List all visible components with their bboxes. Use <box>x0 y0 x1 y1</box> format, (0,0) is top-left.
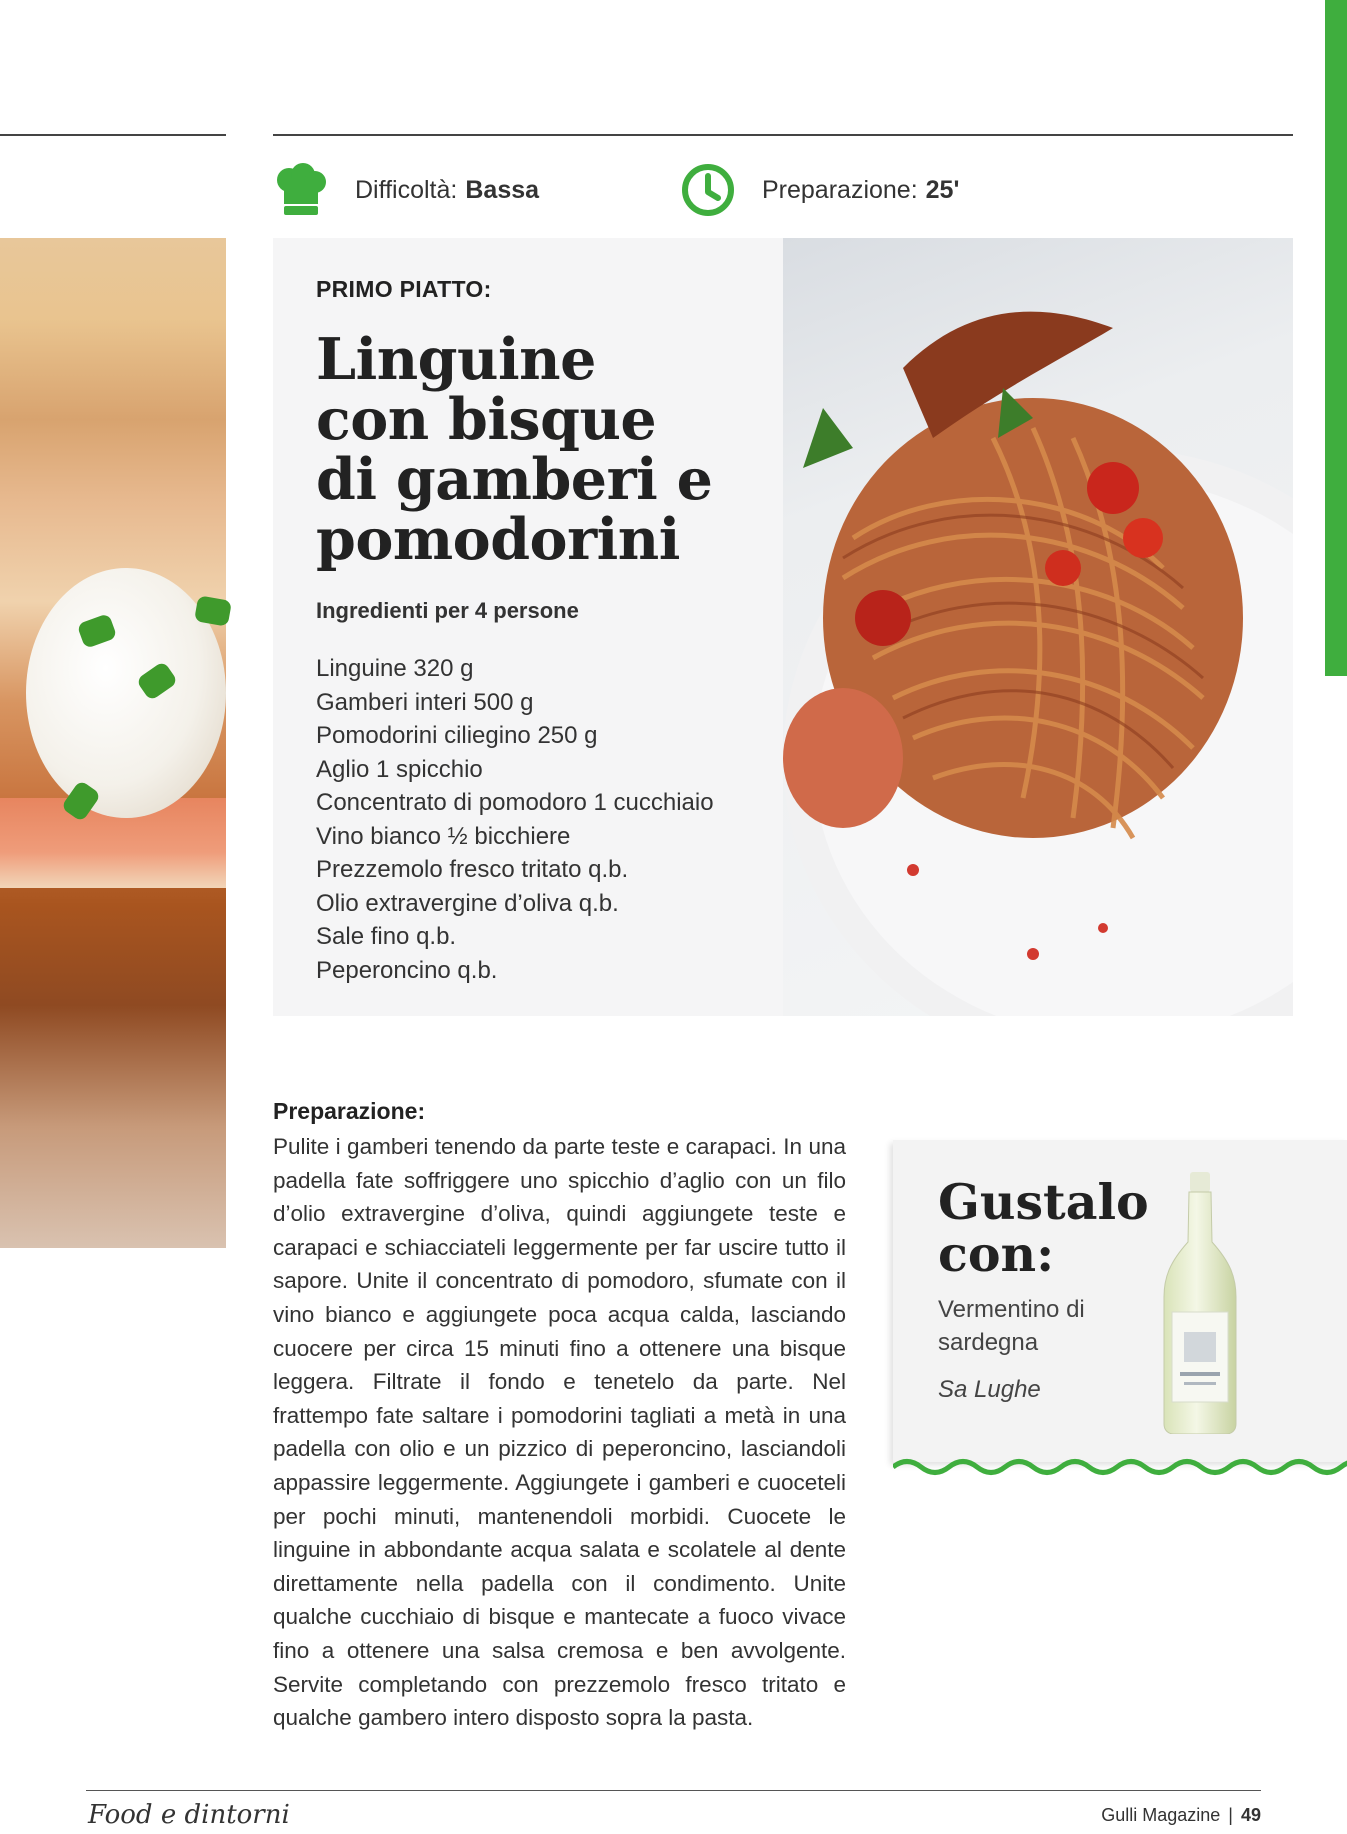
section-accent-bar <box>1325 0 1347 676</box>
top-rule-left <box>0 134 226 136</box>
ingredient-item: Gamberi interi 500 g <box>316 688 534 716</box>
ingredient-list <box>316 652 714 987</box>
preparation-text: Pulite i gamberi tenendo da parte teste e carapaci. In una padella fate soffriggere uno spicchio d’aglio con un filo d’olio extravergine d’oliva, quindi aggiungete teste e carapaci e schiacciateli leggermente per far uscire tutto il sapore. Unite il concentrato di pomodoro, sfumate con il vino bianco e aggiungete poca acqua calda, lasciando cuocere per circa 15 minuti fino a ottenere una bisque leggera. Filtrate il fondo e tenetelo da parte. Nel frattempo fate saltare i pomodorini tagliati a metà in una padella con olio e un pizzico di peperoncino, lasciandoli appassire leggermente. Aggiungete i gamberi e cuoceteli per pochi minuti, mantenendoli morbidi. Cuocete le linguine in abbondante acqua salata e scolatele al dente direttamente nella padella con il condimento. Unite qualche cucchiaio di bisque e mantecate a fuoco vivace fino a ottenere una salsa cremosa e ben avvolgente. Servite completando con prezzemolo fresco tritato e qualche gambero intero disposto sopra la pasta. <box>273 1134 846 1731</box>
clock-icon <box>680 162 736 218</box>
title-line: Linguine <box>316 326 596 393</box>
recipe-title <box>316 326 736 573</box>
course-label: PRIMO PIATTO: <box>316 276 492 302</box>
pasta-illustration <box>783 238 1293 1016</box>
green-wave-border <box>893 1456 1347 1478</box>
footer-section-name: Food e dintorni <box>88 1800 290 1830</box>
footer-separator: | <box>1228 1805 1233 1825</box>
pairing-title-line: con: <box>938 1225 1055 1283</box>
chef-hat-icon <box>273 162 329 218</box>
pairing-title <box>938 1173 1168 1283</box>
wine-producer: Sa Lughe <box>938 1376 1041 1403</box>
difficulty-info <box>273 160 539 220</box>
servings-heading: Ingredienti per 4 persone <box>316 598 579 623</box>
ingredient-item: Pomodorini ciliegino 250 g <box>316 722 598 749</box>
wine-name: Vermentino di sardegna <box>938 1296 1085 1356</box>
ingredient-item: Prezzemolo fresco tritato q.b. <box>316 856 629 883</box>
linguine-dish-photo <box>783 238 1293 1016</box>
wine-bottle-image <box>1160 1172 1240 1434</box>
title-line: di gamberi e <box>316 446 713 513</box>
ingredient-item: Vino bianco ½ bicchiere <box>316 822 571 850</box>
difficulty-value: Bassa <box>465 175 540 204</box>
title-line: pomodorini <box>316 506 680 573</box>
ingredient-item: Concentrato di pomodoro 1 cucchiaio <box>316 789 714 816</box>
preparation-heading: Preparazione: <box>273 1098 426 1124</box>
footer-rule <box>86 1790 1261 1791</box>
prep-value: 25' <box>925 175 960 204</box>
ingredient-item: Olio extravergine d’oliva q.b. <box>316 889 619 917</box>
footer-magazine: Gulli Magazine <box>1101 1805 1221 1825</box>
prep-label: Preparazione: <box>762 175 918 204</box>
prep-time-info <box>680 160 959 220</box>
title-line: con bisque <box>316 386 657 453</box>
pairing-title-line: Gustalo <box>938 1173 1149 1231</box>
ingredient-item: Linguine 320 g <box>316 655 474 682</box>
page-number: 49 <box>1240 1805 1261 1825</box>
top-rule <box>273 134 1293 136</box>
salmon-blini-photo <box>0 238 226 1248</box>
difficulty-label: Difficoltà: <box>355 175 458 204</box>
footer-page-info <box>1101 1805 1261 1826</box>
ingredient-item: Sale fino q.b. <box>316 923 457 950</box>
ingredient-item: Aglio 1 spicchio <box>316 755 483 783</box>
ingredient-item: Peperoncino q.b. <box>316 956 498 984</box>
